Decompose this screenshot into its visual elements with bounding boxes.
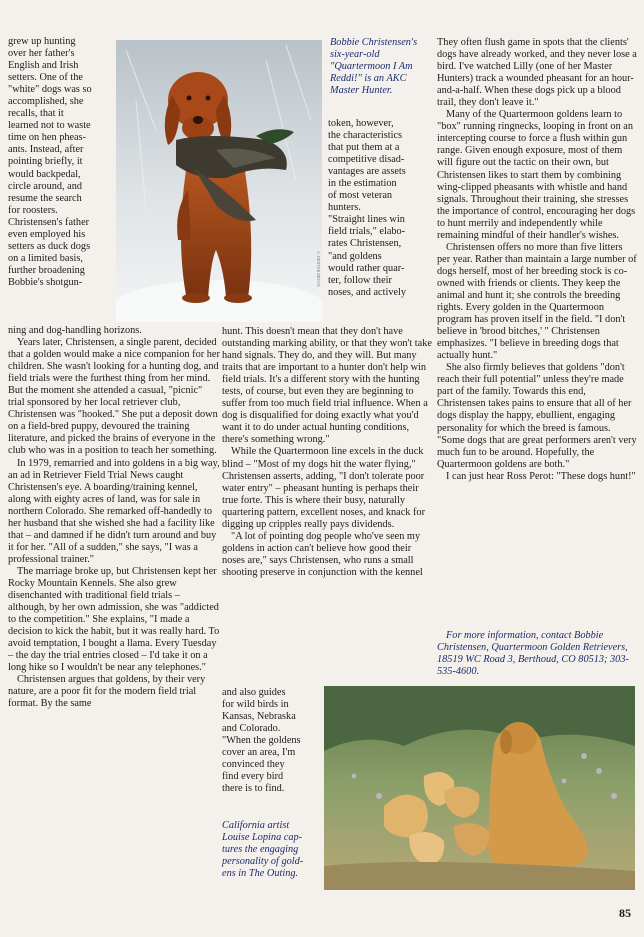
photo-credit: © DENVER BRYAN <box>316 250 321 287</box>
text-line: grew up hunting <box>8 36 76 47</box>
text-line: "and goldens <box>328 250 382 262</box>
caption-line: Reddi!" is an AKC <box>330 73 407 85</box>
paragraph: ning and dog-handling horizons. <box>8 325 142 336</box>
page-number: 85 <box>619 906 631 920</box>
photo-caption-2 <box>222 820 322 880</box>
text-line: and also guides <box>222 687 286 698</box>
the-outing-painting-image <box>324 686 635 890</box>
text-line: recalls, that it <box>8 108 64 120</box>
caption-line: California artist <box>222 820 290 831</box>
retriever-with-duck-image <box>116 40 322 322</box>
paragraph: "A lot of pointing dog people who've seen my goldens in action can't believe how good their noses are," says Christensen, who runs a small shooting preserve in conjunction with the kennel <box>222 530 423 578</box>
text-line: Kansas, Nebraska <box>222 711 296 723</box>
text-line: that put them at a <box>328 142 400 154</box>
contact-info: For more information, contact Bobbie Christensen, Quartermoon Golden Retrievers, 18519 WC Road 3, Berthoud, CO 80513; 303-535-4600. <box>437 630 629 678</box>
col2-body-text <box>222 326 434 579</box>
paragraph: She also firmly believes that goldens "don't reach their full potential" unless they're made part of the family. Towards this end, Christensen takes pains to ensure that all of her dogs display the happy, ebullient, engaging personality for which the breed is famous. "Some dogs that are great performers aren't very much fun to be around. Hopefully, the Quartermoon goldens are both." <box>437 362 637 470</box>
text-line: ter, follow their <box>328 274 392 286</box>
text-line: "Straight lines win <box>328 214 405 226</box>
text-line: accomplished, she <box>8 96 84 108</box>
text-line: would backpedal, <box>8 168 81 180</box>
caption-line: personality of gold- <box>222 856 304 868</box>
text-line: vantages are assets <box>328 166 406 178</box>
text-line: over her father's <box>8 48 75 60</box>
paragraph: While the Quartermoon line excels in the duck blind – "Most of my dogs hit the water flying," Christensen asserts, adding, "I don't tolerate poor water entry" – pheasant hunting is perhaps their true forte. This is where their busy, naturally quartering pattern, excellent noses, and knack for digging up cripples really pays dividends. <box>222 446 425 530</box>
caption-line: tures the engaging <box>222 844 299 856</box>
paragraph: The marriage broke up, but Christensen kept her Rocky Mountain Kennels. She also grew disenchanted with traditional field trials – although, by her own admission, she was "addicted to the competition." She explains, "I made a decision to kick the habit, but it was really hard. To avoid temptation, I bought a llama. Every Tuesday – the day the trial entries closed – I'd take it on a long hike so I wouldn't be near any telephones." <box>8 565 220 674</box>
text-line: hunters. <box>328 202 361 214</box>
text-line: time on hen pheas- <box>8 132 87 144</box>
caption-line: Louise Lopina cap- <box>222 832 303 844</box>
text-line: "When the goldens <box>222 735 301 747</box>
caption-line: "Quartermoon I Am <box>330 61 413 73</box>
text-line: even employed his <box>8 228 86 240</box>
text-line: noses, and actively <box>328 286 407 298</box>
text-line: cover an area, I'm <box>222 747 296 759</box>
text-line: pointing briefly, it <box>8 156 83 168</box>
text-line: rates Christensen, <box>328 238 402 250</box>
text-line: convinced they <box>222 759 285 771</box>
text-line: for roosters. <box>8 204 58 216</box>
text-line: there is to find. <box>222 783 285 795</box>
col1-body-text <box>8 325 220 711</box>
text-line: and Colorado. <box>222 723 281 735</box>
caption-line: Bobbie Christensen's <box>330 37 418 48</box>
col2-bottom-text <box>222 687 322 795</box>
text-line: English and Irish <box>8 60 79 72</box>
text-line: learned not to waste <box>8 120 91 132</box>
col1-top-text <box>8 36 114 289</box>
caption-line: six-year-old <box>330 49 380 61</box>
text-line: the characteristics <box>328 130 403 142</box>
text-line: resume the search <box>8 192 82 204</box>
text-line: "white" dogs was so <box>8 84 92 96</box>
paragraph: Years later, Christensen, a single parent, decided that a golden would make a nice companion for her children. She wasn't looking for a hunting dog, and field trials were the furthest thing from her mind. But the moment she attended a casual, "picnic" trial sponsored by her local retriever club, Christensen was "hooked." She put a deposit down on a field-bred puppy, devoured the training literature, and picked the brains of everyone in the club who was in a position to teach her something. <box>8 337 220 457</box>
text-line: in the estimation <box>328 178 397 190</box>
paragraph: Many of the Quartermoon goldens learn to "box" running ringnecks, looping in front on an intercepting course to force a flush within gun range. Given enough exposure, most of them will figure out the tactic on their own, but Christensen likes to start them by combining wing-clipped pheasants with whistle and hand signals. Throughout their training, she stresses the importance of control, encouraging her dogs to hunt merrily and independently while remaining mindful of their handler's wishes. <box>437 109 636 241</box>
text-line: competitive disad- <box>328 154 405 166</box>
caption-line: Master Hunter. <box>330 85 393 97</box>
text-line: circle around, and <box>8 180 83 192</box>
text-line: Christensen's father <box>8 216 90 228</box>
text-line: setters as duck dogs <box>8 240 91 252</box>
photo-caption-1 <box>330 37 435 97</box>
text-line: field trials," elabo- <box>328 226 406 238</box>
caption-line: ens in The Outing. <box>222 868 299 880</box>
text-line: of most veteran <box>328 190 393 202</box>
text-line: on a limited basis, <box>8 252 83 264</box>
paragraph: I can just hear Ross Perot: "These dogs hunt!" <box>446 470 636 482</box>
text-line: token, however, <box>328 118 394 129</box>
golden-puppies-painting <box>324 686 635 890</box>
text-line: ants. Instead, after <box>8 144 84 156</box>
paragraph: Christensen argues that goldens, by their very nature, are a poor fit for the modern field trial format. By the same <box>8 674 206 710</box>
text-line: find every bird <box>222 771 284 783</box>
paragraph: They often flush game in spots that the clients' dogs have already worked, and they never lose a bird. I've watched Lilly (one of her Master Hunters) track a wounded pheasant for an hour-and-a-half. When these dogs pick up a blood trail, they don't leave it." <box>437 37 637 109</box>
col3-body-text <box>437 37 637 483</box>
text-line: for wild birds in <box>222 699 289 711</box>
col2-narrow-text <box>328 118 432 299</box>
golden-retriever-snow-photo <box>116 40 322 322</box>
text-line: further broadening <box>8 264 85 276</box>
text-line: Bobbie's shotgun- <box>8 276 83 288</box>
paragraph: hunt. This doesn't mean that they don't have outstanding marking ability, or that they won't take hand signals. They do, and they will. But many traits that are important to a hunter don't help win field trials. It's a different story with the hunting tests, of course, but even they are beginning to suffer from too much field trial influence. When a dog is disqualified for doing exactly what you'd want it to do under actual hunting conditions, there's something wrong." <box>222 326 432 446</box>
paragraph: Christensen offers no more than five litters per year. Rather than maintain a large number of dogs herself, most of her breeding stock is co-owned with friends or clients. They keep the animal and hunt it; she controls the breeding rights. Every golden in the Quartermoon program has proven itself in the field. "I don't believe in 'brood bitches,' " Christensen emphasizes. "I believe in breeding dogs that actually hunt." <box>437 241 637 362</box>
text-line: setters. One of the <box>8 72 83 84</box>
paragraph: In 1979, remarried and into goldens in a big way, an ad in Retriever Field Trial News caught Christensen's eye. A boarding/training kennel, along with eighty acres of land, was for sale in northern Colorado. She remarked off-handedly to her husband that she wished she had a facility like that – and damned if he didn't turn around and buy it for her. "All of a sudden," she says, "I was a professional trainer." <box>8 457 220 565</box>
text-line: would rather quar- <box>328 262 405 274</box>
